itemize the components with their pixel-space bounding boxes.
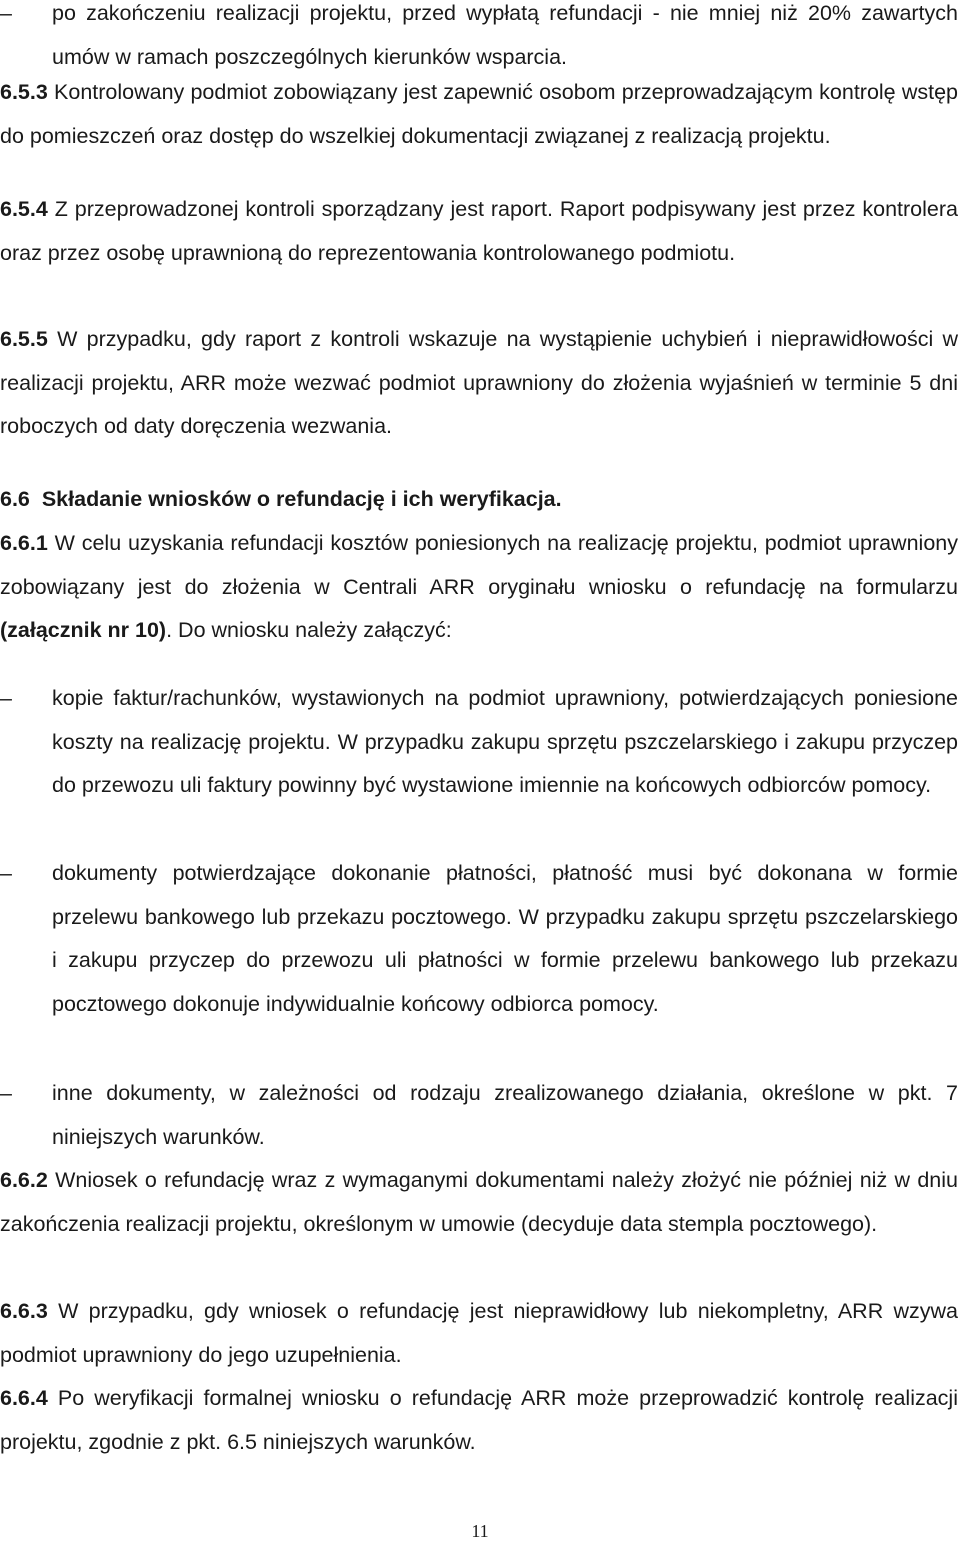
attachment-reference: (załącznik nr 10) bbox=[0, 618, 167, 642]
list-dash: – bbox=[0, 686, 12, 710]
paragraph-text: Po weryfikacji formalnej wniosku o refundację ARR może przeprowadzić kontrolę realizacji projektu, zgodnie z pkt. 6.5 niniejszych warunków. bbox=[0, 1386, 958, 1454]
list-item-other-docs: inne dokumenty, w zależności od rodzaju zrealizowanego działania, określone w pkt. 7 niniejszych warunków. bbox=[52, 1081, 958, 1149]
paragraph-6-5-4 bbox=[0, 188, 958, 275]
list-item-invoices: kopie faktur/rachunków, wystawionych na podmiot uprawniony, potwierdzających poniesione koszty na realizację projektu. W przypadku zakupu sprzętu pszczelarskiego i zakupu przyczep do przewozu uli faktury powinny być wystawione imiennie na końcowych odbiorców pomocy. bbox=[52, 686, 958, 797]
section-number: 6.6.4 bbox=[0, 1386, 48, 1410]
page-number: 11 bbox=[471, 1521, 489, 1541]
heading-text: Składanie wniosków o refundację i ich weryfikacja. bbox=[41, 487, 562, 511]
section-number: 6.6.2 bbox=[0, 1168, 48, 1192]
section-number: 6.5.3 bbox=[0, 80, 48, 104]
paragraph-6-6-2 bbox=[0, 1159, 958, 1246]
paragraph-6-6-1 bbox=[0, 522, 958, 653]
section-number: 6.5.5 bbox=[0, 327, 48, 351]
paragraph-text: W celu uzyskania refundacji kosztów poniesionych na realizację projektu, podmiot uprawniony zobowiązany jest do złożenia w Centrali ARR oryginału wniosku o refundację na formularzu bbox=[0, 531, 958, 599]
paragraph-6-5-3 bbox=[0, 71, 958, 158]
section-number: 6.6.3 bbox=[0, 1299, 48, 1323]
paragraph-6-6-3 bbox=[0, 1290, 958, 1377]
paragraph-6-6-4 bbox=[0, 1377, 958, 1464]
list-dash: – bbox=[0, 861, 12, 885]
section-number: 6.6.1 bbox=[0, 531, 48, 555]
paragraph-6-5-5 bbox=[0, 318, 958, 449]
list-item-continuation: po zakończeniu realizacji projektu, przed wypłatą refundacji - nie mniej niż 20% zawartych umów w ramach poszczególnych kierunków wsparcia. bbox=[52, 1, 958, 69]
paragraph-text: Wniosek o refundację wraz z wymaganymi dokumentami należy złożyć nie później niż w dniu zakończenia realizacji projektu, określonym w umowie (decyduje data stempla pocztowego). bbox=[0, 1168, 958, 1236]
list-item-payments: dokumenty potwierdzające dokonanie płatności, płatność musi być dokonana w formie przelewu bankowego lub przekazu pocztowego. W przypadku zakupu sprzętu pszczelarskiego i zakupu przyczep do przewozu uli płatności w formie przelewu bankowego lub przekazu pocztowego dokonuje indywidualnie końcowy odbiorca pomocy. bbox=[52, 861, 958, 1016]
paragraph-text: Kontrolowany podmiot zobowiązany jest zapewnić osobom przeprowadzającym kontrolę wstęp do pomieszczeń oraz dostęp do wszelkiej dokumentacji związanej z realizacją projektu. bbox=[0, 80, 958, 148]
list-dash: – bbox=[0, 1081, 12, 1105]
section-number: 6.5.4 bbox=[0, 197, 48, 221]
heading-number: 6.6 bbox=[0, 487, 30, 511]
list-dash: – bbox=[0, 1, 12, 25]
paragraph-text: W przypadku, gdy raport z kontroli wskazuje na wystąpienie uchybień i nieprawidłowości w realizacji projektu, ARR może wezwać podmiot uprawniony do złożenia wyjaśnień w terminie 5 dni roboczych od daty doręczenia wezwania. bbox=[0, 327, 958, 438]
section-heading-6-6 bbox=[0, 478, 958, 522]
paragraph-text: . Do wniosku należy załączyć: bbox=[166, 618, 452, 642]
paragraph-text: W przypadku, gdy wniosek o refundację jest nieprawidłowy lub niekompletny, ARR wzywa podmiot uprawniony do jego uzupełnienia. bbox=[0, 1299, 958, 1367]
paragraph-text: Z przeprowadzonej kontroli sporządzany jest raport. Raport podpisywany jest przez kontrolera oraz przez osobę uprawnioną do reprezentowania kontrolowanego podmiotu. bbox=[0, 197, 958, 265]
